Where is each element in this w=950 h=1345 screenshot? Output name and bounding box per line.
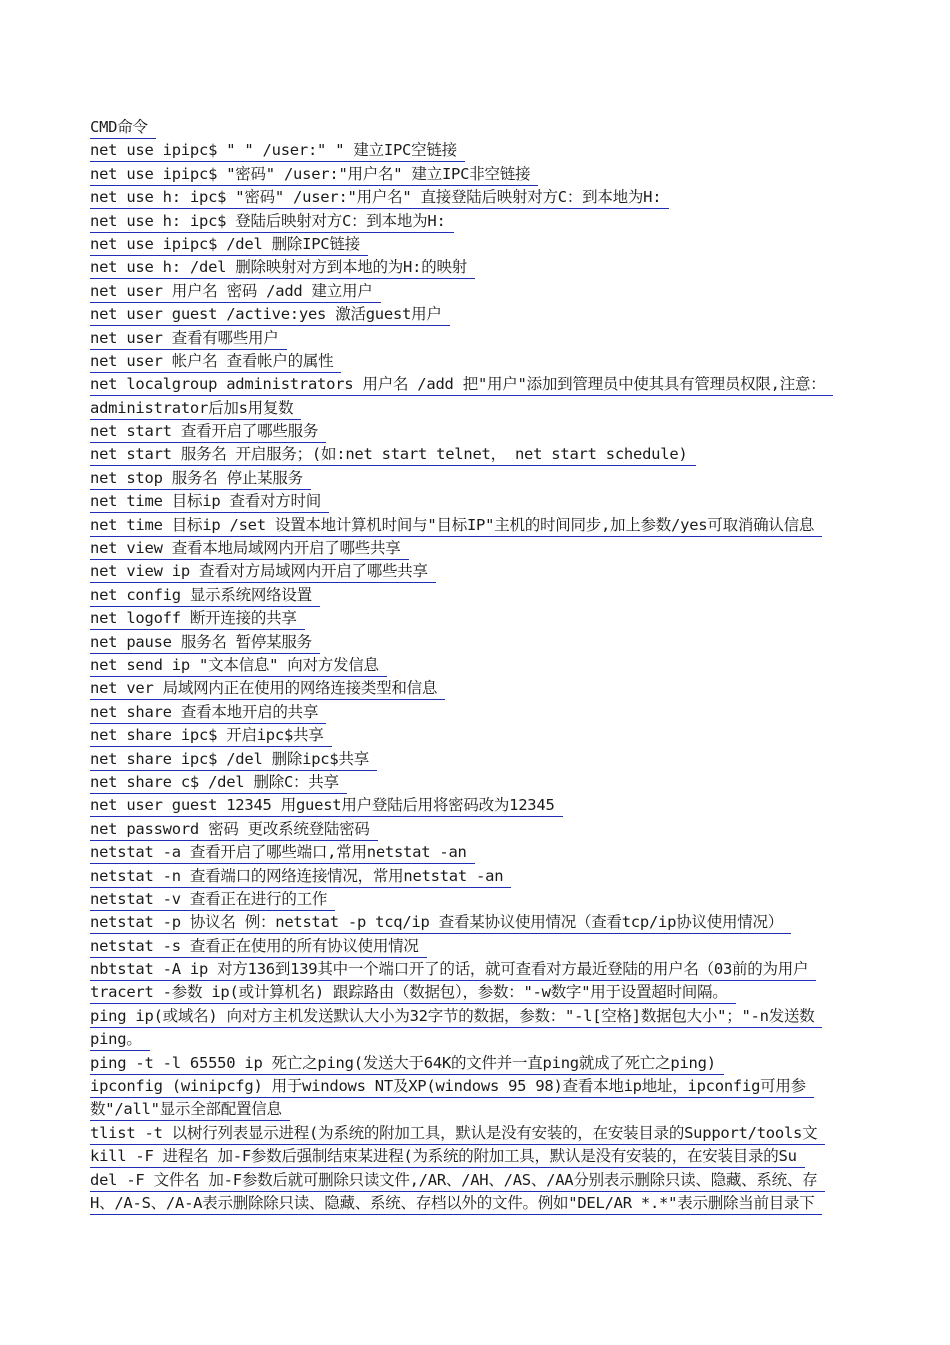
line-text[interactable]: tracert -参数 ip(或计算机名) 跟踪路由（数据包），参数："-w数字"用于设置超时间隔。 — [90, 982, 736, 1004]
line-text[interactable]: net user 用户名 密码 /add 建立用户 — [90, 281, 381, 303]
line-text[interactable]: del -F 文件名 加-F参数后就可删除只读文件,/AR、/AH、/AS、/AA分别表示删除只读、隐藏、系统、存 — [90, 1170, 825, 1192]
line-text[interactable]: netstat -n 查看端口的网络连接情况，常用netstat -an — [90, 866, 511, 888]
document-line — [90, 561, 950, 584]
document-line — [90, 772, 950, 795]
line-text[interactable]: net use h: ipc$ "密码" /user:"用户名" 直接登陆后映射对方C：到本地为H: — [90, 187, 669, 209]
document-line — [90, 678, 950, 701]
line-text[interactable]: net use ipipc$ "密码" /user:"用户名" 建立IPC非空链接 — [90, 164, 538, 186]
document-line — [90, 164, 950, 187]
document-line — [90, 140, 950, 163]
document-line — [90, 211, 950, 234]
document-line — [90, 1123, 950, 1146]
document-line — [90, 1006, 950, 1029]
line-text[interactable]: net view ip 查看对方局域网内开启了哪些共享 — [90, 561, 436, 583]
line-text[interactable]: net use h: /del 删除映射对方到本地的为H:的映射 — [90, 257, 475, 279]
document-line — [90, 1029, 950, 1052]
line-text[interactable]: net share ipc$ /del 删除ipc$共享 — [90, 749, 377, 771]
line-text[interactable]: ping -t -l 65550 ip 死亡之ping(发送大于64K的文件并一直ping就成了死亡之ping) — [90, 1053, 724, 1075]
document-line — [90, 749, 950, 772]
document-line — [90, 819, 950, 842]
line-text[interactable]: net user 帐户名 查看帐户的属性 — [90, 351, 341, 373]
line-text[interactable]: net share c$ /del 删除C：共享 — [90, 772, 347, 794]
document-line — [90, 468, 950, 491]
line-text[interactable]: net password 密码 更改系统登陆密码 — [90, 819, 378, 841]
line-text[interactable]: nbtstat -A ip 对方136到139其中一个端口开了的话，就可查看对方最近登陆的用户名（03前的为用户 — [90, 959, 816, 981]
document-line — [90, 1076, 950, 1099]
document-line — [90, 421, 950, 444]
line-text[interactable]: net config 显示系统网络设置 — [90, 585, 320, 607]
line-text[interactable]: netstat -s 查看正在使用的所有协议使用情况 — [90, 936, 427, 958]
document-line — [90, 1146, 950, 1169]
line-text[interactable]: kill -F 进程名 加-F参数后强制结束某进程(为系统的附加工具，默认是没有安装的，在安装目录的Su — [90, 1146, 805, 1168]
document-line — [90, 912, 950, 935]
line-text[interactable]: net use ipipc$ " " /user:" " 建立IPC空链接 — [90, 140, 465, 162]
line-text[interactable]: net use ipipc$ /del 删除IPC链接 — [90, 234, 368, 256]
line-text[interactable]: ipconfig (winipcfg) 用于windows NT及XP(windows 95 98)查看本地ip地址，ipconfig可用参 — [90, 1076, 814, 1098]
document-line — [90, 1170, 950, 1193]
document-line — [90, 936, 950, 959]
document-line — [90, 257, 950, 280]
document-line — [90, 538, 950, 561]
line-text[interactable]: net view 查看本地局域网内开启了哪些共享 — [90, 538, 409, 560]
line-text[interactable]: CMD命令 — [90, 117, 156, 139]
line-text[interactable]: net send ip "文本信息" 向对方发信息 — [90, 655, 387, 677]
line-text[interactable]: net user 查看有哪些用户 — [90, 328, 287, 350]
document-line — [90, 444, 950, 467]
document-line — [90, 889, 950, 912]
line-text[interactable]: net user guest 12345 用guest用户登陆后用将密码改为12345 — [90, 795, 563, 817]
line-text[interactable]: administrator后加s用复数 — [90, 398, 301, 420]
document-line — [90, 608, 950, 631]
document-line — [90, 795, 950, 818]
document-line — [90, 585, 950, 608]
line-text[interactable]: net localgroup administrators 用户名 /add 把"用户"添加到管理员中使其具有管理员权限,注意： — [90, 374, 833, 396]
line-text[interactable]: net share 查看本地开启的共享 — [90, 702, 326, 724]
document-body — [90, 117, 950, 1216]
line-text[interactable]: net ver 局域网内正在使用的网络连接类型和信息 — [90, 678, 445, 700]
line-text[interactable]: 数"/all"显示全部配置信息 — [90, 1099, 290, 1121]
line-text[interactable]: net use h: ipc$ 登陆后映射对方C：到本地为H: — [90, 211, 454, 233]
document-line — [90, 959, 950, 982]
line-text[interactable]: netstat -p 协议名 例：netstat -p tcq/ip 查看某协议使用情况（查看tcp/ip协议使用情况） — [90, 912, 791, 934]
line-text[interactable]: netstat -v 查看正在进行的工作 — [90, 889, 335, 911]
line-text[interactable]: tlist -t 以树行列表显示进程(为系统的附加工具，默认是没有安装的，在安装目录的Support/tools文 — [90, 1123, 825, 1145]
document-line — [90, 842, 950, 865]
line-text[interactable]: net share ipc$ 开启ipc$共享 — [90, 725, 332, 747]
line-text[interactable]: net logoff 断开连接的共享 — [90, 608, 305, 630]
line-text[interactable]: net stop 服务名 停止某服务 — [90, 468, 311, 490]
document-line — [90, 234, 950, 257]
line-text[interactable]: net user guest /active:yes 激活guest用户 — [90, 304, 450, 326]
document-line — [90, 187, 950, 210]
document-line — [90, 1053, 950, 1076]
document-line — [90, 1099, 950, 1122]
line-text[interactable]: net time 目标ip 查看对方时间 — [90, 491, 329, 513]
line-text[interactable]: H、/A-S、/A-A表示删除除只读、隐藏、系统、存档以外的文件。例如"DEL/AR *.*"表示删除当前目录下 — [90, 1193, 822, 1215]
document-line — [90, 866, 950, 889]
line-text[interactable]: net start 服务名 开启服务；(如:net start telnet， net start schedule) — [90, 444, 696, 466]
line-text[interactable]: ping。 — [90, 1029, 150, 1051]
line-text[interactable]: net pause 服务名 暂停某服务 — [90, 632, 320, 654]
line-text[interactable]: ping ip(或域名) 向对方主机发送默认大小为32字节的数据，参数："-l[空格]数据包大小"；"-n发送数 — [90, 1006, 822, 1028]
line-text[interactable]: net time 目标ip /set 设置本地计算机时间与"目标IP"主机的时间同步,加上参数/yes可取消确认信息 — [90, 515, 822, 537]
document-line — [90, 702, 950, 725]
document-line — [90, 632, 950, 655]
document-line — [90, 491, 950, 514]
document-line — [90, 351, 950, 374]
document-line — [90, 515, 950, 538]
line-text[interactable]: netstat -a 查看开启了哪些端口,常用netstat -an — [90, 842, 475, 864]
document-line — [90, 1193, 950, 1216]
document-line — [90, 725, 950, 748]
document-line — [90, 374, 950, 397]
document-line — [90, 304, 950, 327]
line-text[interactable]: net start 查看开启了哪些服务 — [90, 421, 326, 443]
document-line — [90, 655, 950, 678]
document-line — [90, 398, 950, 421]
document-line — [90, 328, 950, 351]
document-line — [90, 982, 950, 1005]
document-line — [90, 117, 950, 140]
document-line — [90, 281, 950, 304]
